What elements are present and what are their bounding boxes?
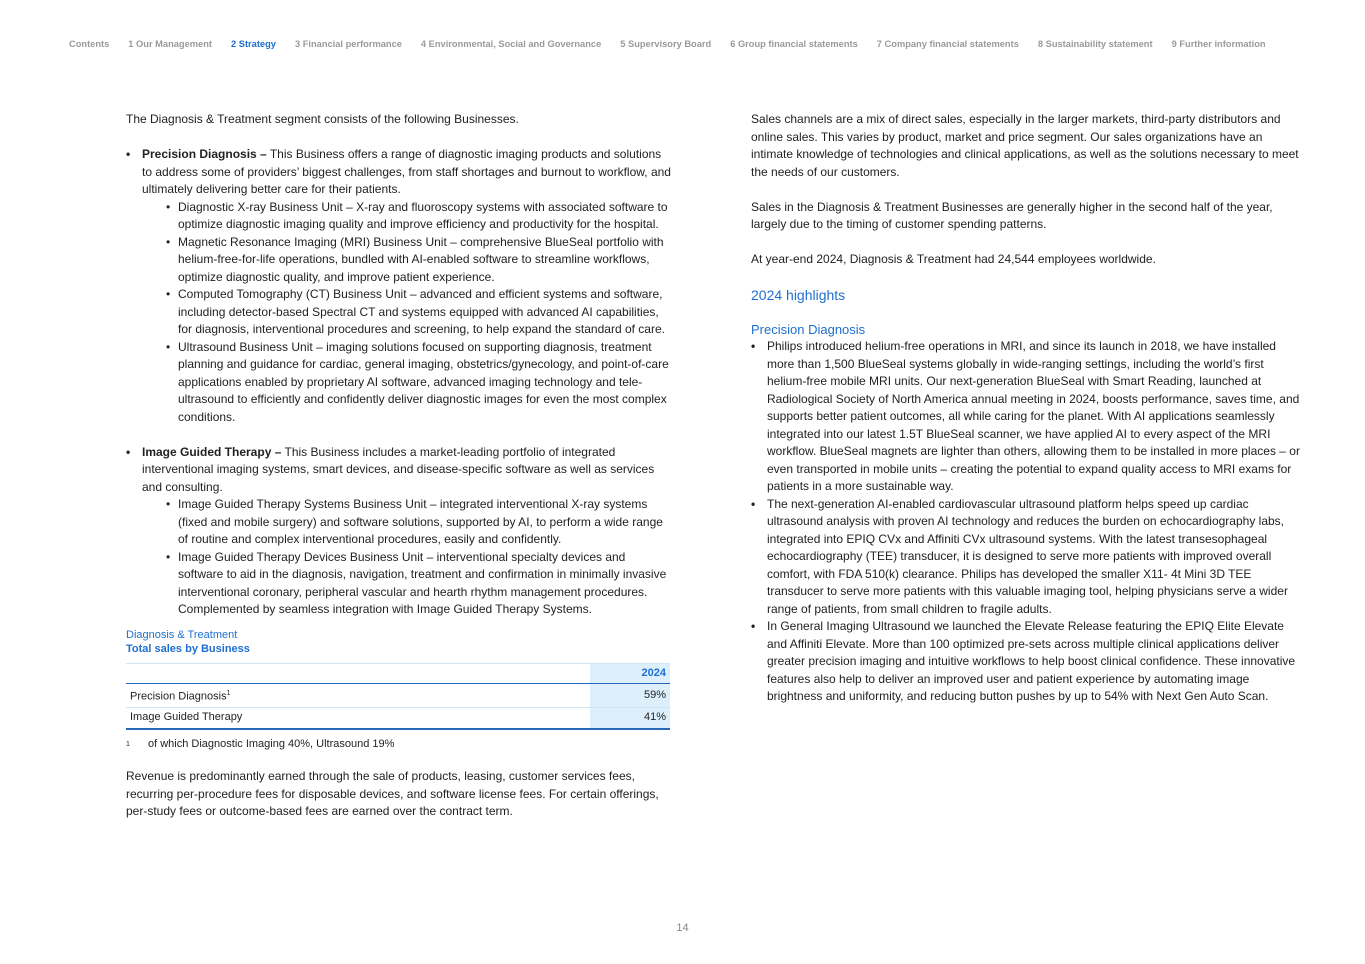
nav-contents[interactable]: Contents [69, 39, 110, 49]
year-header: 2024 [590, 663, 670, 684]
right-column [751, 111, 1301, 706]
footnote-ref: 1 [226, 690, 231, 697]
table-title: Total sales by Business [126, 642, 250, 655]
nav-supervisory-board[interactable]: 5 Supervisory Board [620, 39, 712, 49]
nav-our-management[interactable]: 1 Our Management [128, 39, 212, 49]
business-image-guided-therapy [126, 444, 674, 619]
section-nav [69, 39, 1285, 49]
business-unit-item: • Image Guided Therapy Devices Business Unit – interventional specialty devices and software to aid in the diagnosis, navigation, treatment and confirmation in minimally invasive interventional coronary, peripheral vascular and hearth rhythm management procedures. Complemented by seamless integration with Image Guided Therapy Systems. [142, 549, 674, 619]
business-precision-diagnosis [126, 146, 674, 426]
business-unit-item: • Magnetic Resonance Imaging (MRI) Business Unit – comprehensive BlueSeal portfolio with helium-free-for-life operations, bundled with AI-enabled software to streamline workflows, optimize diagnostic quality, and improve patient experience. [142, 234, 674, 287]
business-title: Precision Diagnosis – [142, 147, 267, 161]
nav-financial-performance[interactable]: 3 Financial performance [294, 39, 402, 49]
business-description: This Business offers a range of diagnostic imaging products and solutions to address some of providers’ biggest challenges, from staff shortages and burnout to workflow, and ultimately delivering better care for their patients. [142, 147, 671, 196]
table-caption: Diagnosis & Treatment [126, 628, 238, 641]
sales-table [126, 663, 670, 730]
business-unit-item: • Ultrasound Business Unit – imaging solutions focused on supporting diagnosis, treatment planning and guidance for cardiac, general imaging, obstetrics/gynecology, and point-of-care applications enabled by proprietary AI software, advanced imaging technology and tele-ultrasound to efficiently and confidently deliver diagnostic images for even the most complex conditions. [142, 339, 674, 427]
business-unit-item: • Image Guided Therapy Systems Business Unit – integrated interventional X-ray systems (fixed and mobile surgery) and software solutions, supported by AI, to perform a wide range of routine and complex interventional procedures, easily and confidently. [142, 496, 674, 549]
footnote-mark: 1 [126, 740, 130, 748]
revenue-text: Revenue is predominantly earned through the sale of products, leasing, customer services fees, recurring per-procedure fees for disposable devices, and software license fees. For certain offerings, per-study fees or outcome-based fees are earned over the contract term. [126, 769, 659, 819]
page-number: 14 [676, 922, 689, 934]
highlights-heading: 2024 highlights [751, 287, 846, 303]
business-description: This Business includes a market-leading portfolio of integrated interventional imaging systems, smart devices, and disease-specific software as well as services and consulting. [142, 444, 655, 494]
nav-company-financial-statements[interactable]: 7 Company financial statements [876, 39, 1019, 49]
table-row [126, 708, 670, 729]
highlight-item: • In General Imaging Ultrasound we launched the Elevate Release featuring the EPIQ Elite Elevate and Affiniti Elevate. More than 100 optimized pre-sets across multiple clinical applications deliver greater precision imaging and intuitive workflows to help boost clinical confidence. These innovative features also help to deliver an improved user and patient experience by automating image brightness and uniformity, and reducing button pushes by up to 54% with Next Gen Auto Scan. [751, 618, 1301, 706]
highlight-item: • Philips introduced helium-free operations in MRI, and since its launch in 2018, we have installed more than 1,500 BlueSeal systems globally in wide-ranging settings, including the world’s first helium-free mobile MRI units. Our next-generation BlueSeal with Smart Reading, launched at Radiological Society of North America annual meeting in 2024, boosts performance, saves time, and supports better patient outcomes, all while caring for the planet. With AI applications seamlessly integrated into our latest 1.5T BlueSeal scanner, we have applied AI to every aspect of the MRI workflow. BlueSeal magnets are lighter than others, allowing them to be installed in more places – or even transported in mobile units – creating the potential to expand quality access to MRI exams for patients in a more sustainable way. [751, 338, 1301, 496]
sales-channels-text: Sales channels are a mix of direct sales, especially in the larger markets, third-party distributors and online sales. This varies by product, market and price segment. Our sales organizations have an intimate knowledge of technologies and clinical applications, as well as the solutions necessary to meet the needs of our customers. [751, 112, 1299, 179]
row-label: Image Guided Therapy [126, 708, 590, 729]
seasonality-text: Sales in the Diagnosis & Treatment Businesses are generally higher in the second half of the year, largely due to the timing of customer spending patterns. [751, 199, 1273, 231]
business-unit-item: • Computed Tomography (CT) Business Unit – advanced and efficient systems and software, including detector-based Spectral CT and systems equipped with advanced AI capabilities, for diagnosis, interventional procedures and screening, to help expand the standard of care. [142, 286, 674, 339]
nav-esg[interactable]: 4 Environmental, Social and Governance [420, 39, 602, 49]
business-title: Image Guided Therapy – [142, 444, 282, 459]
row-value: 59% [590, 684, 670, 708]
row-label: Precision Diagnosis [130, 690, 227, 703]
business-unit-item: • Diagnostic X-ray Business Unit – X-ray and fluoroscopy systems with associated software to optimize diagnostic imaging quality and improve efficiency and productivity for the hospital. [142, 199, 674, 234]
table-footnote [126, 736, 674, 754]
table-row [126, 684, 670, 708]
left-column [126, 111, 674, 838]
nav-strategy[interactable]: 2 Strategy [231, 39, 276, 49]
intro-text: The Diagnosis & Treatment segment consists of the following Businesses. [126, 112, 519, 126]
footnote-text: of which Diagnostic Imaging 40%, Ultrasound 19% [148, 737, 395, 750]
nav-further-information[interactable]: 9 Further information [1171, 39, 1266, 49]
nav-group-financial-statements[interactable]: 6 Group financial statements [730, 39, 858, 49]
row-value: 41% [590, 708, 670, 729]
nav-sustainability-statement[interactable]: 8 Sustainability statement [1037, 39, 1153, 49]
highlights-list [751, 338, 1301, 706]
employees-text: At year-end 2024, Diagnosis & Treatment had 24,544 employees worldwide. [751, 252, 1156, 266]
highlight-item: • The next-generation AI-enabled cardiovascular ultrasound platform helps speed up cardiac ultrasound analysis with proven AI technology and reduces the burden on echocardiography labs, integrated into EPIQ CVx and Affiniti CVx ultrasound systems. With the latest transesophageal echocardiography (TEE) transducer, it is designed to serve more patients with improved overall comfort, with FDA 510(k) clearance. Philips has developed the smaller X11- 4t Mini 3D TEE transducer to serve more patients with this valuable imaging tool, helping physicians serve a wider range of patients, from small children to fragile adults. [751, 496, 1301, 619]
business-list [126, 146, 674, 619]
precision-diagnosis-subheading: Precision Diagnosis [751, 322, 866, 337]
